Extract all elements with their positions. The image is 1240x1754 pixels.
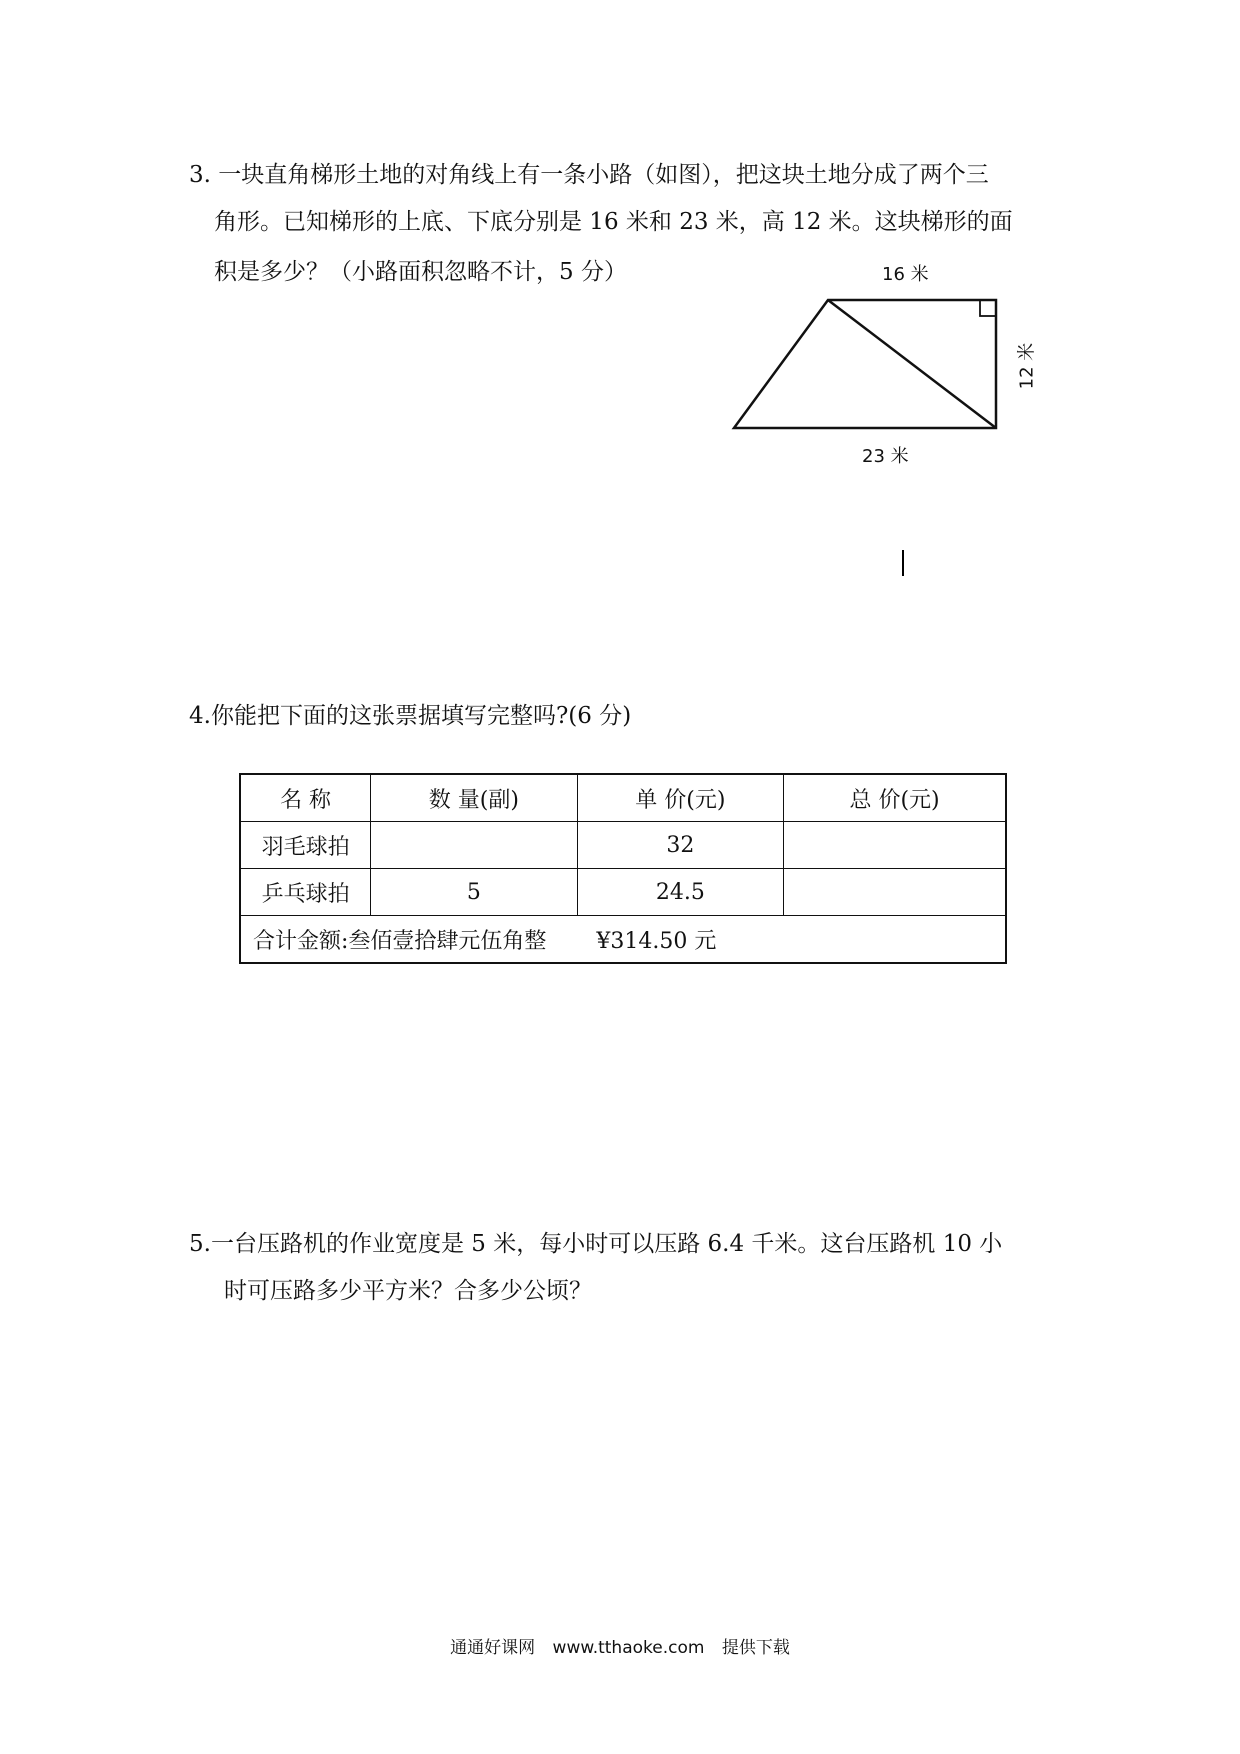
text-cursor-mark (902, 550, 904, 576)
table-total-row (240, 916, 1006, 964)
diagonal-path (828, 300, 996, 428)
trapezoid-svg (726, 255, 1056, 470)
cell-unit-price: 32 (577, 822, 783, 869)
total-in-words: 合计金额:叁佰壹拾肆元伍角整 (253, 928, 547, 954)
bottom-base-label: 23 米 (862, 446, 909, 467)
table-row (240, 869, 1006, 916)
table-row (240, 822, 1006, 869)
total-amount: ¥314.50 元 (596, 928, 717, 954)
cell-unit-price: 24.5 (577, 869, 783, 916)
cell-item-name: 羽毛球拍 (240, 822, 371, 869)
footer-url[interactable]: www.tthaoke.com (552, 1638, 705, 1658)
total-cell (240, 916, 1006, 964)
q5-line-1: 5.一台压路机的作业宽度是 5 米，每小时可以压路 6.4 千米。这台压路机 10 小 (189, 1231, 1003, 1257)
top-base-label: 16 米 (882, 264, 929, 285)
footer-site-name: 通通好课网 (450, 1638, 536, 1658)
header-name: 名 称 (240, 774, 371, 822)
cell-quantity[interactable] (371, 822, 577, 869)
header-quantity: 数 量(副) (371, 774, 577, 822)
footer (0, 1633, 1240, 1658)
q3-line-3: 积是多少？（小路面积忽略不计，5 分） (214, 259, 627, 285)
q3-line-1: 3. 一块直角梯形土地的对角线上有一条小路（如图），把这块土地分成了两个三 (189, 162, 989, 188)
header-total-price: 总 价(元) (784, 774, 1006, 822)
receipt-table (239, 773, 1007, 964)
cell-total-price[interactable] (784, 822, 1006, 869)
table-header-row (240, 774, 1006, 822)
header-unit-price: 单 价(元) (577, 774, 783, 822)
cell-quantity: 5 (371, 869, 577, 916)
q4-title: 4.你能把下面的这张票据填写完整吗?(6 分) (189, 703, 632, 729)
trapezoid-outline (734, 300, 996, 428)
footer-suffix: 提供下载 (721, 1638, 790, 1658)
cell-item-name: 乒乓球拍 (240, 869, 371, 916)
trapezoid-figure (726, 255, 1056, 470)
cell-total-price[interactable] (784, 869, 1006, 916)
q5-line-2: 时可压路多少平方米？合多少公顷？ (224, 1278, 592, 1304)
height-label: 12 米 (1016, 342, 1038, 390)
right-angle-mark (980, 300, 996, 316)
q3-line-2: 角形。已知梯形的上底、下底分别是 16 米和 23 米，高 12 米。这块梯形的面 (214, 209, 1013, 235)
